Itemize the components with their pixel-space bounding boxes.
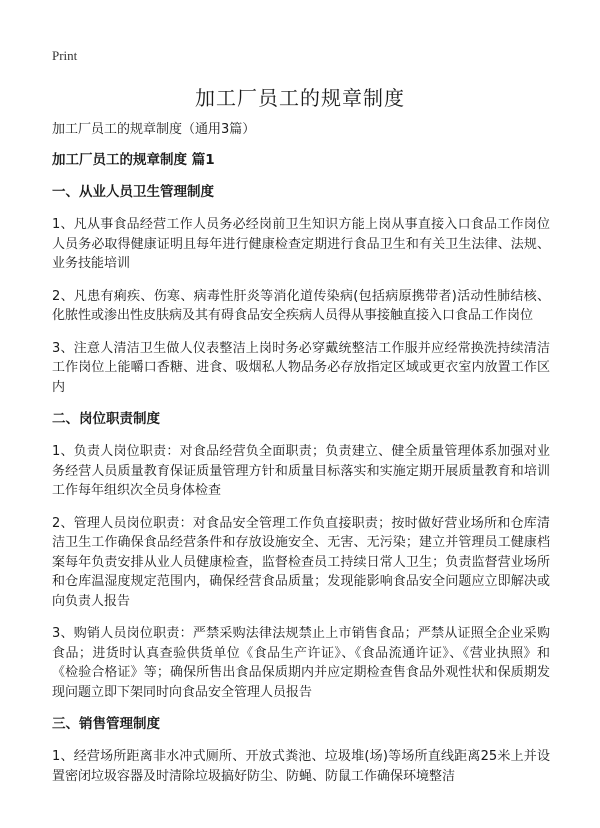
- section-heading: 二、岗位职责制度: [52, 411, 160, 427]
- paragraph: 3、购销人员岗位职责：严禁采购法律法规禁止上市销售食品；严禁从证照全企业采购食品；进货时认真查验供货单位《食品生产许证》、《食品流通许证》、《营业执照》和《检验合格证》等；确保所售出食品保质期内并应定期检查售食品外观性状和保质期发现问题立即下架同时向食品安全管理人员报告: [52, 626, 550, 700]
- document-subtitle: 加工厂员工的规章制度（通用3篇）: [52, 122, 256, 137]
- paragraph: 1、负责人岗位职责：对食品经营负全面职责；负责建立、健全质量管理体系加强对业务经营人员质量教育保证质量管理方针和质量目标落实和实施定期开展质量教育和培训工作每年组织次全员身体检查: [52, 444, 550, 498]
- paragraph: 2、凡患有痢疾、伤寒、病毒性肝炎等消化道传染病(包括病原携带者)活动性肺结核、化脓性或渗出性皮肤病及其有碍食品安全疾病人员得从事接触直接入口食品工作岗位: [52, 288, 550, 323]
- print-link[interactable]: Print: [52, 48, 78, 63]
- document-body: [52, 120, 550, 799]
- section-heading: 一、从业人员卫生管理制度: [52, 184, 214, 200]
- paragraph: 2、管理人员岗位职责：对食品安全管理工作负直接职责；按时做好营业场所和仓库清洁卫生工作确保食品经营条件和存放设施安全、无害、无污染；建立并管理员工健康档案每年负责安排从业人员健康检查，监督检查员工持续日常人卫生；负责监督营业场所和仓库温湿度规定范围内，确保经营食品质量；发现能影响食品安全问题应立即解决或向负责人报告: [52, 515, 550, 609]
- section-sales: [52, 715, 550, 786]
- section-heading: 三、销售管理制度: [52, 716, 160, 732]
- paragraph: 1、凡从事食品经营工作人员务必经岗前卫生知识方能上岗从事直接入口食品工作岗位人员务必取得健康证明且每年进行健康检查定期进行食品卫生和有关卫生法律、法规、业务技能培训: [52, 217, 550, 271]
- page-title: 加工厂员工的规章制度: [195, 86, 405, 110]
- chapter-title: 加工厂员工的规章制度 篇1: [52, 152, 215, 168]
- section-hygiene: [52, 183, 550, 397]
- section-duties: [52, 410, 550, 702]
- paragraph: 1、经营场所距离非水冲式厕所、开放式粪池、垃圾堆(场)等场所直线距离25米上并设置密闭垃圾容器及时清除垃圾搞好防尘、防蝇、防鼠工作确保环境整洁: [52, 749, 550, 784]
- paragraph: 3、注意人清洁卫生做人仪表整洁上岗时务必穿戴统整洁工作服并应经常换洗持续清洁工作岗位上能嚼口香糖、进食、吸烟私人物品务必存放指定区域或更衣室内放置工作区内: [52, 340, 550, 395]
